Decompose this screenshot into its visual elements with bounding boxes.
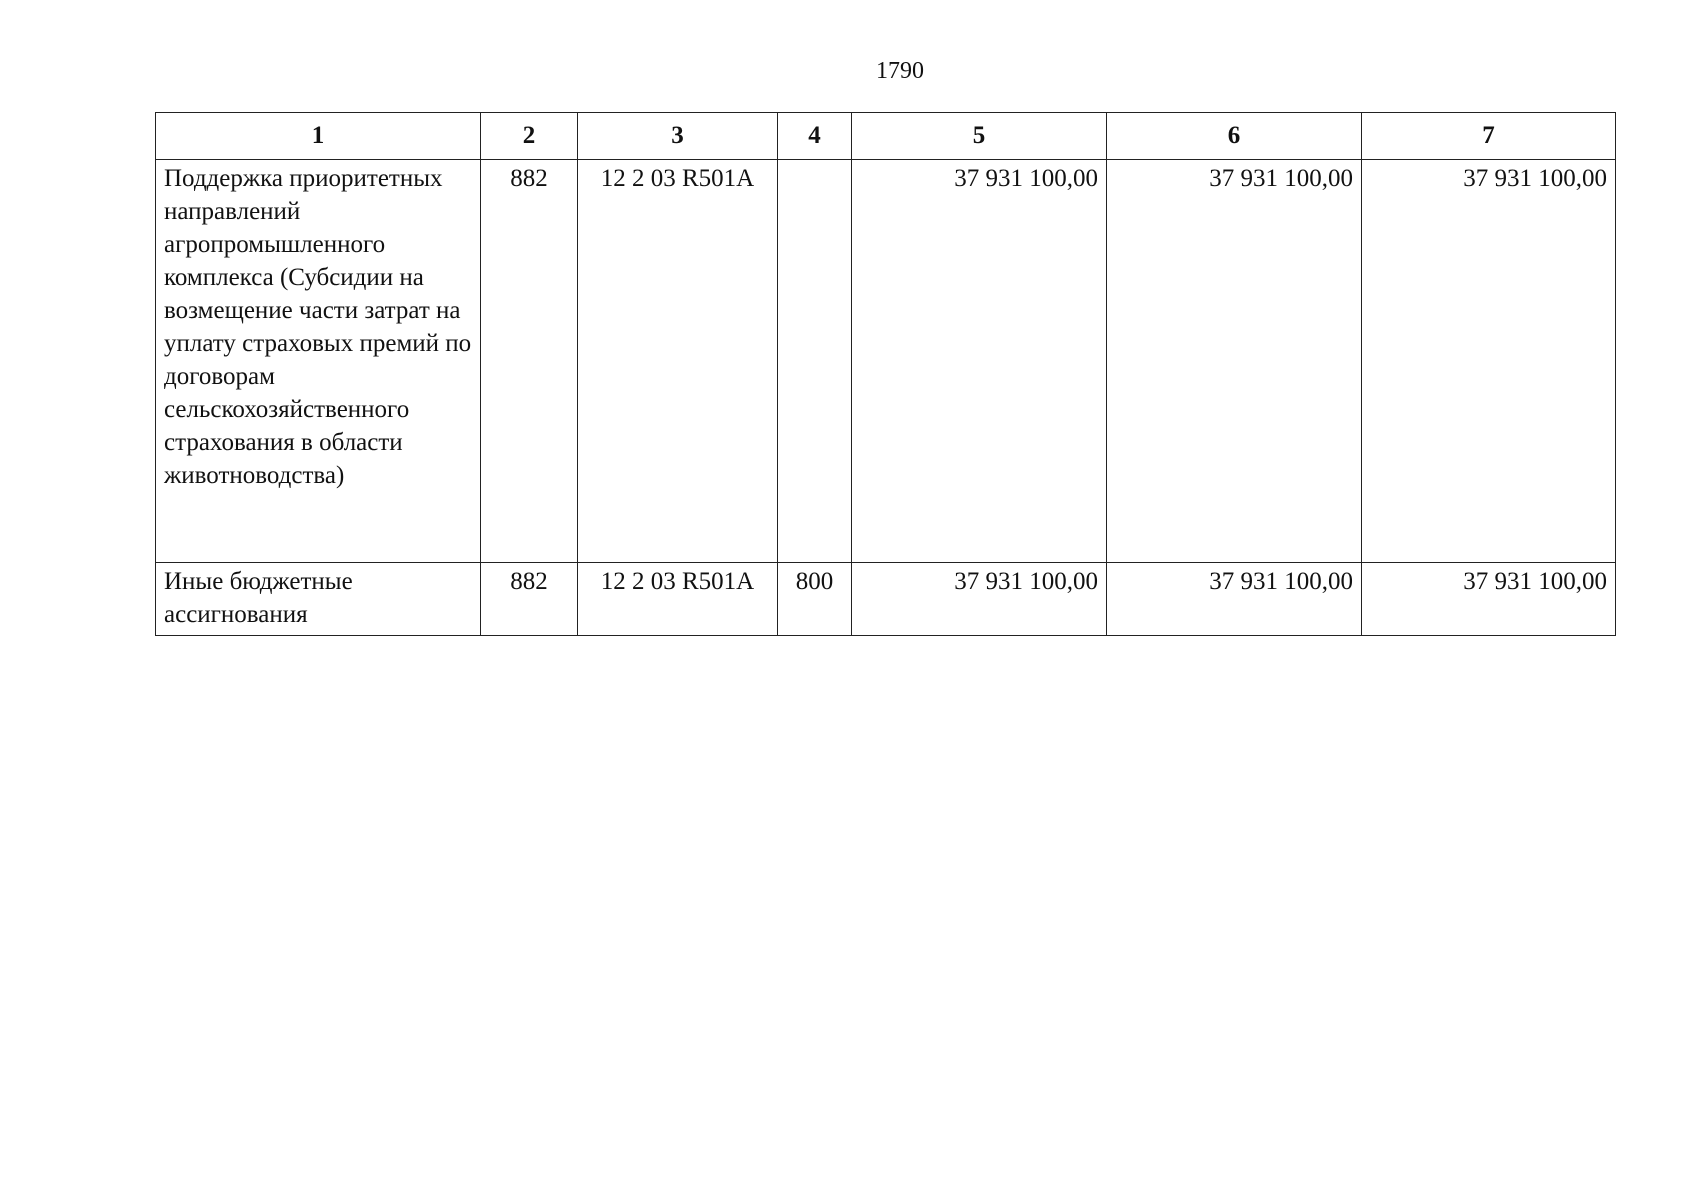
row-col-7: 37 931 100,00 xyxy=(1362,563,1616,636)
header-col-7: 7 xyxy=(1362,113,1616,160)
table-row xyxy=(156,563,1616,636)
row-col-2: 882 xyxy=(481,160,578,563)
row-col-4: 800 xyxy=(778,563,852,636)
table-row xyxy=(156,160,1616,563)
row-col-4 xyxy=(778,160,852,563)
row-col-2: 882 xyxy=(481,563,578,636)
row-col-5: 37 931 100,00 xyxy=(852,563,1107,636)
row-col-3: 12 2 03 R501A xyxy=(578,160,778,563)
row-col-5: 37 931 100,00 xyxy=(852,160,1107,563)
header-col-4: 4 xyxy=(778,113,852,160)
header-row xyxy=(156,113,1616,160)
header-col-2: 2 xyxy=(481,113,578,160)
row-col-3: 12 2 03 R501A xyxy=(578,563,778,636)
budget-table xyxy=(155,112,1616,636)
row-name: Иные бюджетные ассигнования xyxy=(156,563,481,636)
row-col-7: 37 931 100,00 xyxy=(1362,160,1616,563)
row-name: Поддержка приоритетных направлений агропромышленного комплекса (Субсидии на возмещение части затрат на уплату страховых премий по договорам сельскохозяйственного страхования в области животноводства) xyxy=(156,160,481,563)
row-col-6: 37 931 100,00 xyxy=(1107,563,1362,636)
row-col-6: 37 931 100,00 xyxy=(1107,160,1362,563)
header-col-6: 6 xyxy=(1107,113,1362,160)
header-col-5: 5 xyxy=(852,113,1107,160)
page-number: 1790 xyxy=(876,58,924,84)
header-col-3: 3 xyxy=(578,113,778,160)
header-col-1: 1 xyxy=(156,113,481,160)
